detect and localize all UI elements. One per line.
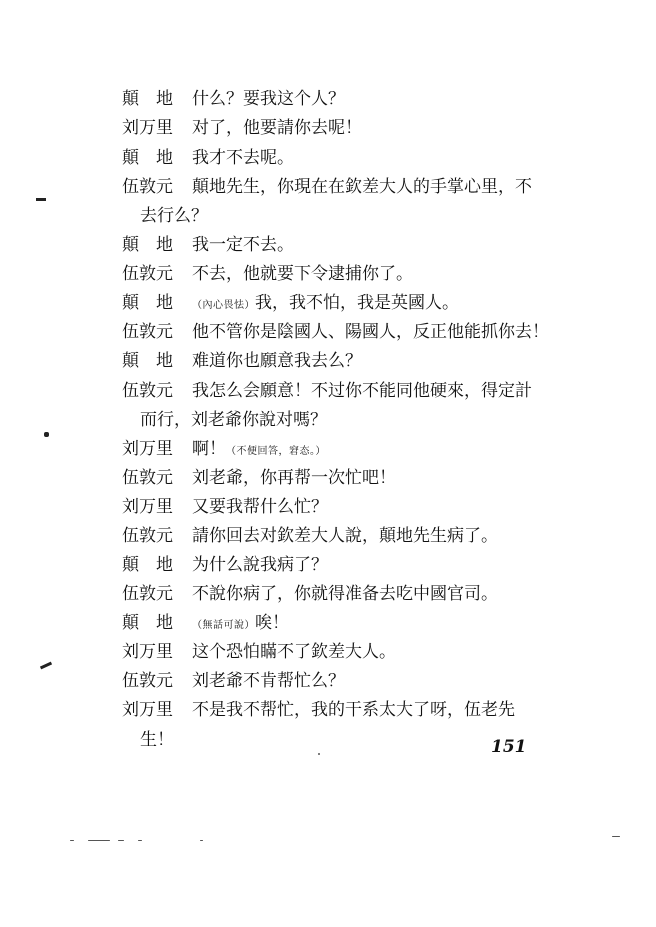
- speaker-name: 刘万里: [122, 497, 173, 517]
- dialogue-line: [0, 666, 656, 696]
- dialogue-line: [0, 259, 656, 289]
- dialogue-line: [0, 434, 656, 464]
- margin-mark: [44, 432, 49, 437]
- dialogue-line: [0, 608, 656, 638]
- speaker-name: 伍敦元: [122, 322, 173, 342]
- speaker-name: 伍敦元: [122, 671, 173, 691]
- dialogue-line: [0, 201, 656, 231]
- speaker-name: 伍敦元: [122, 468, 173, 488]
- speech-content: 不說你病了，你就得准备去吃中國官司。: [192, 584, 498, 604]
- dialogue-line: [0, 84, 656, 114]
- speech-content: 又要我帮什么忙？: [192, 497, 328, 517]
- speech-content: 对了，他要請你去呢！: [192, 118, 362, 138]
- speaker-name: 顛 地: [122, 148, 173, 168]
- speaker-name: 伍敦元: [122, 264, 173, 284]
- speech-text: [192, 113, 552, 143]
- dialogue-line: [0, 492, 656, 522]
- speech-content: 刘老爺不肯帮忙么？: [192, 671, 345, 691]
- speech-text: [192, 230, 552, 260]
- dialogue-line: [0, 725, 656, 755]
- speech-text: [192, 666, 552, 696]
- speech-text: [192, 579, 552, 609]
- dialogue-line: [0, 463, 656, 493]
- speech-text: [140, 405, 560, 435]
- speaker-name: 伍敦元: [122, 381, 173, 401]
- dialogue-line: [0, 113, 656, 143]
- speech-text: [192, 259, 552, 289]
- bottom-speck: [200, 840, 203, 841]
- speech-content: 生！: [140, 730, 174, 750]
- speech-text: [192, 492, 552, 522]
- speech-content: 我才不去呢。: [192, 148, 294, 168]
- speech-text: [140, 201, 560, 231]
- speech-text: [192, 550, 552, 580]
- speech-content: 我怎么会願意！不过你不能同他硬來，得定計: [192, 381, 532, 401]
- speech-content: 刘老爺，你再帮一次忙吧！: [192, 468, 396, 488]
- speaker-name: 伍敦元: [122, 584, 173, 604]
- speech-text: [192, 346, 552, 376]
- margin-mark: [36, 198, 46, 201]
- speech-content: 不是我不帮忙，我的干系太大了呀，伍老先: [192, 700, 515, 720]
- dialogue-line: [0, 695, 656, 725]
- page-speck: [318, 753, 320, 755]
- bottom-speck: [70, 840, 74, 841]
- speech-text: [192, 84, 552, 114]
- speech-content: 难道你也願意我去么？: [192, 351, 362, 371]
- bottom-speck: [88, 840, 110, 841]
- speech-content: 他不管你是陰國人、陽國人，反正他能抓你去！: [192, 322, 549, 342]
- speaker-name: 顛 地: [122, 555, 173, 575]
- speech-content: 顛地先生，你現在在欽差大人的手掌心里，不: [192, 177, 532, 197]
- stage-direction: （內心畏怯）: [192, 300, 255, 311]
- bottom-speck: [118, 840, 124, 841]
- page-number: 151: [491, 737, 527, 757]
- speaker-name: 刘万里: [122, 118, 173, 138]
- speech-text: [192, 637, 552, 667]
- speech-text: [192, 172, 552, 202]
- speaker-name: 伍敦元: [122, 177, 173, 197]
- dialogue-line: [0, 317, 656, 347]
- speech-content: 不去，他就要下令逮捕你了。: [192, 264, 413, 284]
- speaker-name: 顛 地: [122, 351, 173, 371]
- speaker-name: 顛 地: [122, 235, 173, 255]
- speech-content: 請你回去对欽差大人說，顛地先生病了。: [192, 526, 498, 546]
- bottom-speck: [612, 836, 620, 837]
- dialogue-line: [0, 405, 656, 435]
- speech-content: 我，我不怕，我是英國人。: [255, 293, 459, 313]
- dialogue-line: [0, 550, 656, 580]
- speech-content: 这个恐怕瞞不了欽差大人。: [192, 642, 396, 662]
- speech-content: 为什么說我病了？: [192, 555, 328, 575]
- speech-text: [192, 317, 552, 347]
- speaker-name: 刘万里: [122, 439, 173, 459]
- speech-text: [192, 695, 552, 725]
- dialogue-line: [0, 521, 656, 551]
- dialogue-line: [0, 346, 656, 376]
- dialogue-line: [0, 637, 656, 667]
- dialogue-line: [0, 172, 656, 202]
- dialogue-line: [0, 288, 656, 318]
- speaker-name: 顛 地: [122, 89, 173, 109]
- dialogue-line: [0, 579, 656, 609]
- speaker-name: 刘万里: [122, 642, 173, 662]
- speaker-name: 顛 地: [122, 293, 173, 313]
- speaker-name: 顛 地: [122, 613, 173, 633]
- speech-text: [192, 521, 552, 551]
- speech-content: 什么？要我这个人？: [192, 89, 345, 109]
- speech-content: 去行么？: [140, 206, 208, 226]
- speech-text: [192, 463, 552, 493]
- dialogue-line: [0, 230, 656, 260]
- speaker-name: 刘万里: [122, 700, 173, 720]
- speaker-name: 伍敦元: [122, 526, 173, 546]
- stage-direction: （無話可說）: [192, 620, 255, 631]
- speech-content: 啊！: [192, 439, 226, 459]
- speech-text: [192, 376, 552, 406]
- stage-direction: （不便回答，窘态。）: [226, 446, 326, 457]
- bottom-speck: [138, 840, 142, 841]
- speech-content: 唉！: [255, 613, 289, 633]
- speech-text: [192, 143, 552, 173]
- dialogue-line: [0, 376, 656, 406]
- dialogue-line: [0, 143, 656, 173]
- speech-content: 我一定不去。: [192, 235, 294, 255]
- speech-content: 而行，刘老爺你說对嗎？: [140, 410, 327, 430]
